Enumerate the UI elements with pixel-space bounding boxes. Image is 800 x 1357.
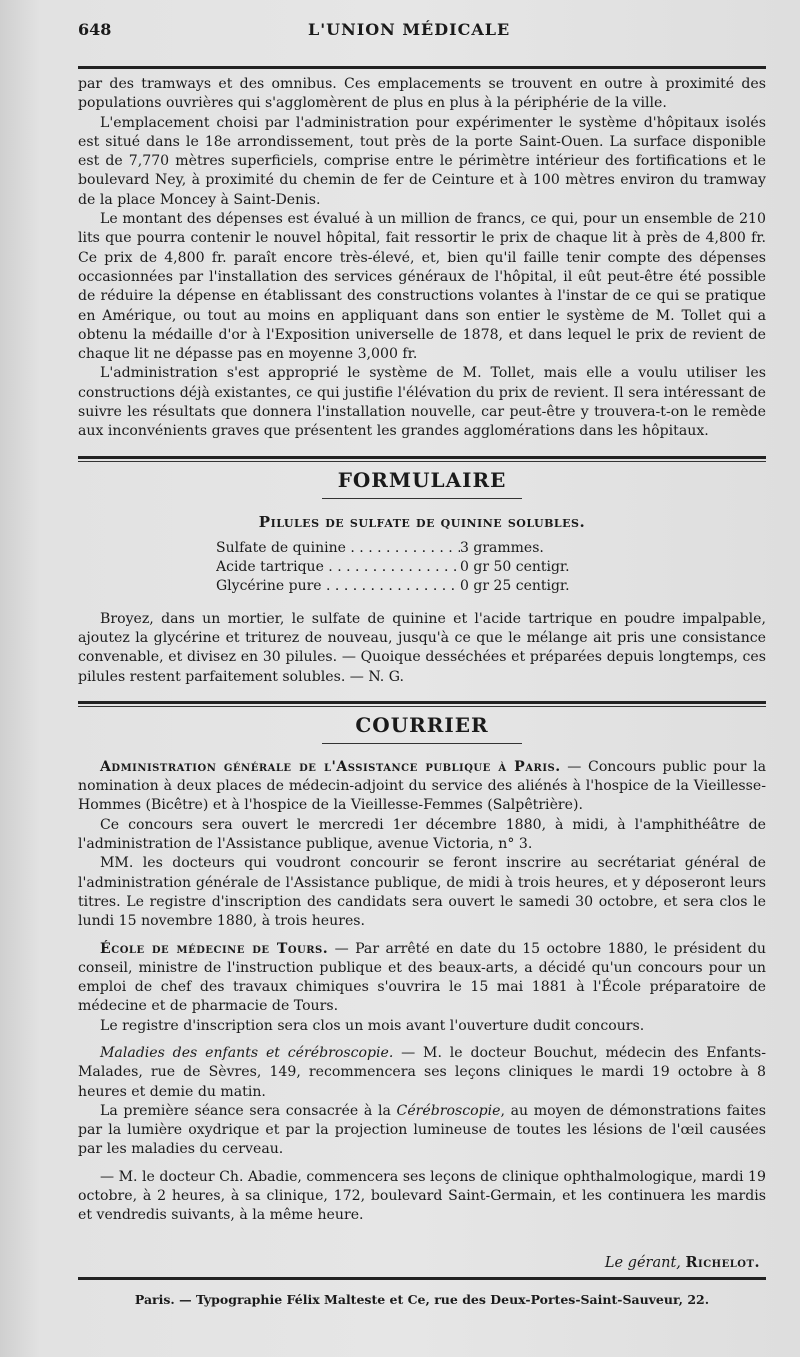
courrier-item-paragraph: — M. le docteur Ch. Abadie, commencera ses leçons de clinique ophthalmologique, mardi 19 octobre, à 2 heures, à sa clinique, 172, boulevard Saint-Germain, et les continuera les mardis et vendredis suivants, à la même heure. xyxy=(78,1168,766,1224)
courrier-item-paragraph xyxy=(78,758,766,816)
courrier-title-underline xyxy=(322,743,522,744)
courrier-rule-top xyxy=(78,701,766,704)
courrier-text-segment: , au moyen de démonstrations faites par la lumière oxydrique et par la projection lumineuse de toutes les lésions de l'œil causées par les maladies du cerveau. xyxy=(78,1102,766,1158)
printer-imprint: Paris. — Typographie Félix Malteste et Ce, rue des Deux-Portes-Saint-Sauveur, 22. xyxy=(134,1291,710,1307)
intro-paragraph-2: L'emplacement choisi par l'administration pour expérimenter le système d'hôpitaux isolés est situé dans le 18e arrondissement, tout près de la porte Saint-Ouen. La surface disponible est de 7,770 mètres superficiels, comprise entre le périmètre intérieur des fortifications et le boulevard Ney, à proximité du chemin de fer de Ceinture et à 100 mètres environ du tramway de la place Moncey à Saint-Denis. xyxy=(78,114,766,208)
footer-rule xyxy=(78,1277,766,1280)
running-head xyxy=(78,20,766,66)
formulaire-title: FORMULAIRE xyxy=(337,467,507,492)
ingredient-name: Sulfate de quinine . . . xyxy=(216,539,460,558)
recipe-instructions: Broyez, dans un mortier, le sulfate de quinine et l'acide tartrique en poudre impalpable, ajoutez la glycérine et triturez de nouveau, jusqu'à ce que le mélange ait pris une consistance convenable, et divisez en 30 pilules. — Quoique desséchées et préparées depuis longtemps, ces pilules restent parfaitement solubles. — N. G. xyxy=(78,610,766,685)
signature-name: Richelot. xyxy=(685,1253,760,1271)
courrier-text-segment: La première séance sera consacrée à la xyxy=(100,1102,397,1119)
signature-label: Le gérant, xyxy=(604,1254,681,1271)
signature xyxy=(78,1254,766,1271)
courrier-item-text: — Par arrêté en date du 15 octobre 1880, le président du conseil, ministre de l'instruction publique et des beaux-arts, a décidé qu'un concours pour un emploi de chef des travaux chimiques s'ouvrira le 15 mai 1881 à l'École préparatoire de médecine et de pharmacie de Tours. xyxy=(78,940,766,1015)
courrier-item-paragraph xyxy=(78,940,766,1017)
courrier-item-paragraph: Le registre d'inscription sera clos un mois avant l'ouverture dudit concours. xyxy=(100,1017,645,1034)
ingredient-name: Glycérine pure . . . xyxy=(216,577,460,596)
courrier-item-paragraph: MM. les docteurs qui voudront concourir se feront inscrire au secrétariat général de l'administration générale de l'Assistance publique, de midi à trois heures, et y déposeront leurs titres. Le registre d'inscription des candidats sera ouvert le samedi 30 octobre, et sera clos le lundi 15 novembre 1880, à trois heures. xyxy=(78,855,766,930)
formulaire-rule-top xyxy=(78,456,766,459)
courrier-item-tours xyxy=(78,940,766,1036)
intro-article xyxy=(78,75,766,442)
intro-paragraph-4: L'administration s'est approprié le système de M. Tollet, mais elle a voulu utiliser les constructions déjà existantes, ce qui justifie l'élévation du prix de revient. Il sera intéressant de suivre les résultats que donnera l'installation nouvelle, car peut-être y trouvera-t-on le remède aux inconvénients graves que présentent les grandes agglomérations dans les hôpitaux. xyxy=(78,365,766,440)
ingredient-row xyxy=(216,577,616,596)
ingredient-name: Acide tartrique . . . xyxy=(216,558,460,577)
journal-title: L'UNION MÉDICALE xyxy=(308,20,511,39)
courrier-title: COURRIER xyxy=(355,712,489,737)
ingredient-quantity: 0 gr 50 centigr. xyxy=(460,558,570,575)
intro-paragraph-1: par des tramways et des omnibus. Ces emplacements se trouvent en outre à proximité des populations ouvrières qui s'agglomèrent de plus en plus à la périphérie de la ville. xyxy=(78,76,766,112)
courrier-item-assistance xyxy=(78,758,766,932)
ingredient-quantity: 0 gr 25 centigr. xyxy=(460,577,570,594)
ingredient-quantity: 3 grammes. xyxy=(460,539,544,556)
courrier-item-text: — Concours public pour la nomination à deux places de médecin-adjoint du service des aliénés à l'hospice de la Vieillesse-Hommes (Bicêtre) et à l'hospice de la Vieillesse-Femmes (Salpêtrière). xyxy=(78,758,766,814)
recipe-title: Pilules de sulfate de quinine solubles. xyxy=(258,512,586,531)
ingredient-list xyxy=(216,539,616,596)
courrier-text-italic: Cérébroscopie xyxy=(396,1102,501,1119)
header-rule xyxy=(78,66,766,69)
formulaire-title-underline xyxy=(322,498,522,499)
courrier-item-paragraph: Ce concours sera ouvert le mercredi 1er décembre 1880, à midi, à l'amphithéâtre de l'administration de l'Assistance publique, avenue Victoria, n° 3. xyxy=(78,816,766,853)
formulaire-section xyxy=(78,456,766,687)
courrier-item-heading: École de médecine de Tours. xyxy=(100,940,329,957)
courrier-rule-bottom xyxy=(78,706,766,707)
courrier-item-abadie xyxy=(78,1168,766,1226)
courrier-item-heading: Administration générale de l'Assistance publique à Paris. xyxy=(100,758,561,775)
page-number: 648 xyxy=(78,20,112,39)
courrier-item-paragraph xyxy=(78,1102,766,1160)
courrier-item-text: — M. le docteur Bouchut, médecin des Enfants-Malades, rue de Sèvres, 149, recommencera ses leçons cliniques le mardi 19 octobre à 8 heures et demie du matin. xyxy=(78,1044,766,1100)
courrier-item-bouchut xyxy=(78,1044,766,1160)
courrier-item-heading: Maladies des enfants et cérébroscopie. xyxy=(100,1044,394,1061)
formulaire-rule-bottom xyxy=(78,461,766,462)
ingredient-row xyxy=(216,558,616,577)
courrier-item-paragraph xyxy=(78,1044,766,1102)
intro-paragraph-3: Le montant des dépenses est évalué à un million de francs, ce qui, pour un ensemble de 210 lits que pourra contenir le nouvel hôpital, fait ressortir le prix de chaque lit à près de 4,800 fr. Ce prix de 4,800 fr. paraît encore très-élevé, et, bien qu'il faille tenir compte des dépenses occasionnées par l'installation des services généraux de l'hôpital, il eût peut-être été possible de réduire la dépense en établissant des constructions volantes à l'instar de ce qui se pratique en Amérique, ou tout au moins en appliquant dans son entier le système de M. Tollet qui a obtenu la médaille d'or à l'Exposition universelle de 1878, et dans lequel le prix de revient de chaque lit ne dépasse pas en moyenne 3,000 fr. xyxy=(78,211,766,363)
courrier-section xyxy=(78,701,766,1226)
ingredient-row xyxy=(216,539,616,558)
